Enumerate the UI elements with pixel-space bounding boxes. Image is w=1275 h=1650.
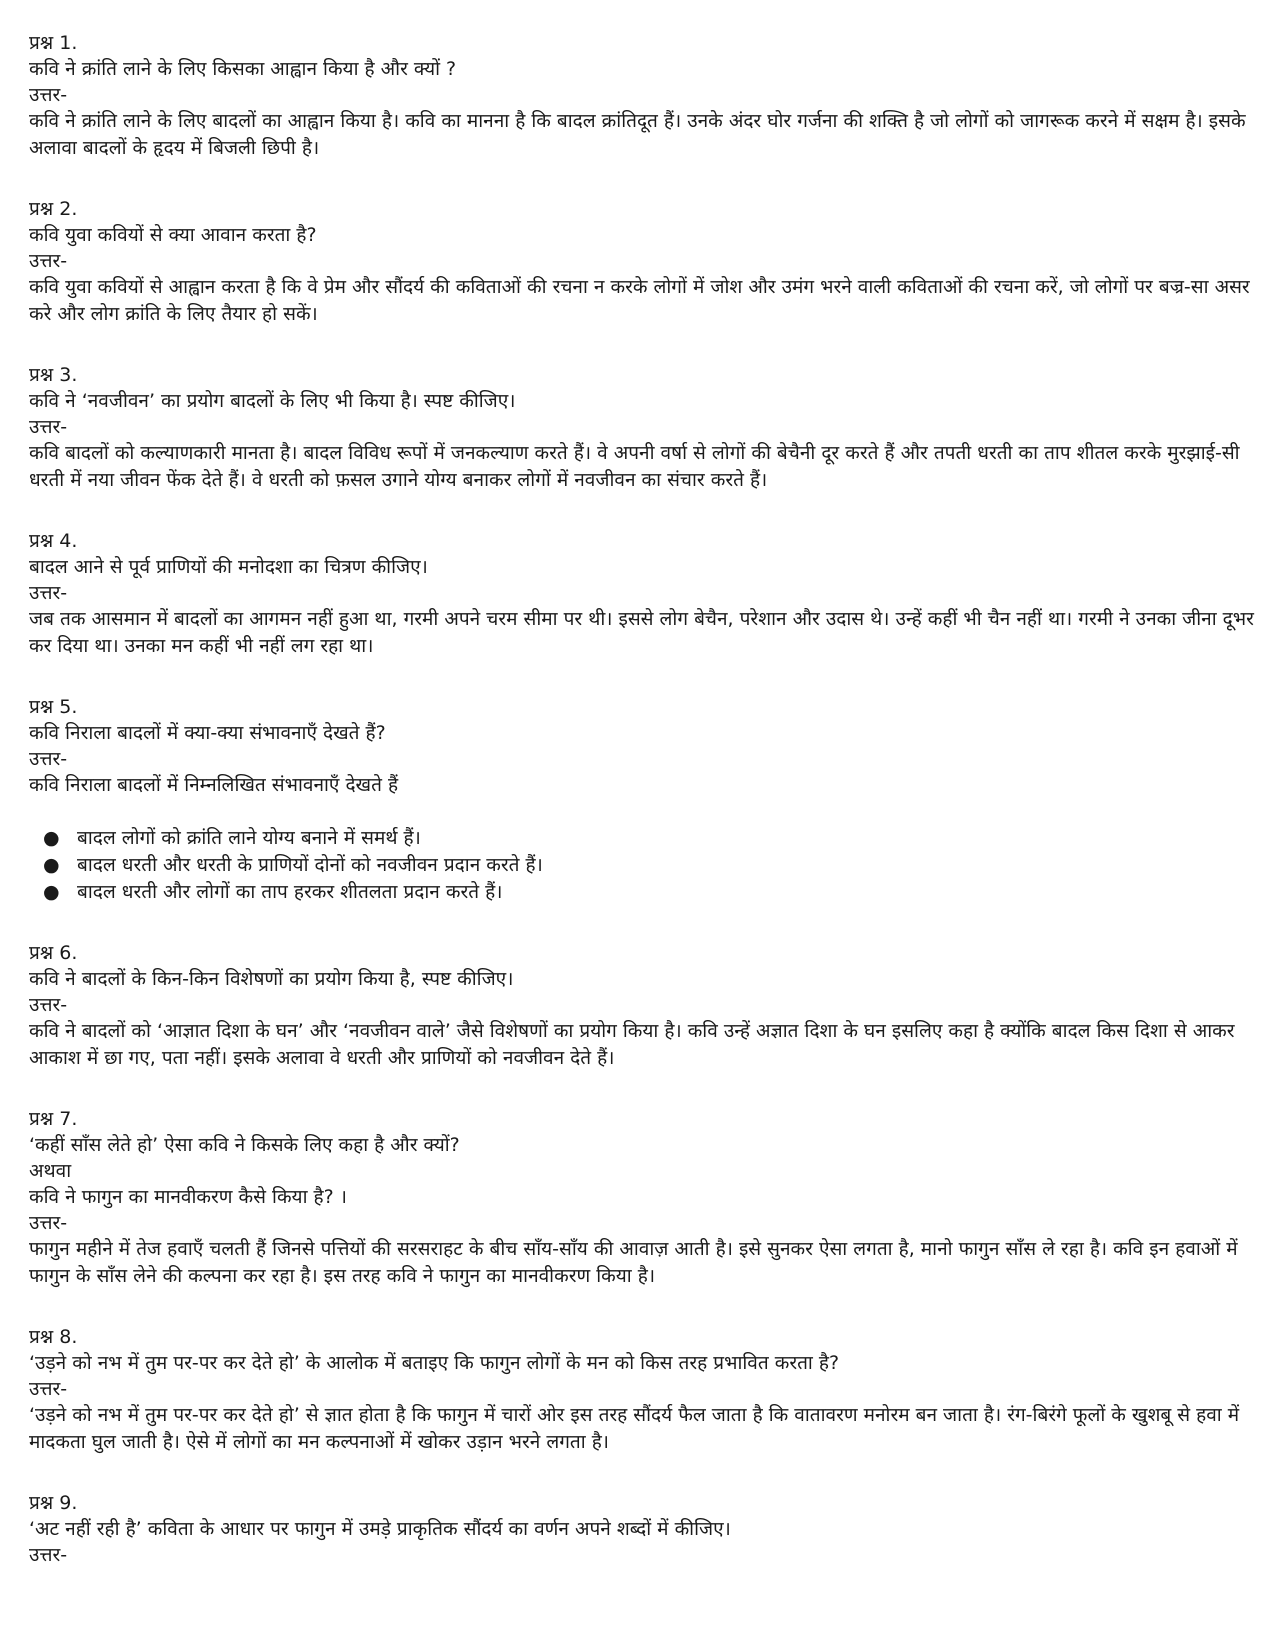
list-item bbox=[43, 825, 1254, 852]
question-number: प्रश्न 8. bbox=[29, 1326, 78, 1348]
answer-label: उत्तर- bbox=[29, 416, 68, 438]
question-text: कवि युवा कवियों से क्या आवान करता है? bbox=[29, 224, 317, 246]
question-text: कवि निराला बादलों में क्या-क्या संभावनाएँ देखते हैं? bbox=[29, 722, 386, 744]
question-block-5 bbox=[29, 694, 1254, 906]
question-block-4 bbox=[29, 528, 1254, 660]
answer-label: उत्तर- bbox=[29, 1378, 68, 1400]
bullet-text: बादल धरती और धरती के प्राणियों दोनों को नवजीवन प्रदान करते हैं। bbox=[77, 854, 543, 876]
question-text: ‘उड़ने को नभ में तुम पर-पर कर देते हो’ के आलोक में बताइए कि फागुन लोगों के मन को किस तरह प्रभावित करता है? bbox=[29, 1352, 840, 1374]
question-block-8 bbox=[29, 1324, 1254, 1456]
answer-text: कवि बादलों को कल्याणकारी मानता है। बादल विविध रूपों में जनकल्याण करते हैं। वे अपनी वर्षा से लोगों की बेचैनी दूर करते हैं और तपती धरती का ताप शीतल करके मुरझाई-सी धरती में नया जीवन फेंक देते हैं। वे धरती को फ़सल उगाने योग्य बनाकर लोगों में नवजीवन का संचार करते हैं। bbox=[29, 442, 1240, 491]
question-number: प्रश्न 5. bbox=[29, 696, 78, 718]
question-block-7 bbox=[29, 1106, 1254, 1290]
question-block-9 bbox=[29, 1490, 1254, 1568]
bullet-icon: ● bbox=[43, 827, 60, 849]
question-text: कवि ने क्रांति लाने के लिए किसका आह्वान किया है और क्यों ? bbox=[29, 58, 457, 80]
question-number: प्रश्न 9. bbox=[29, 1492, 78, 1514]
question-number: प्रश्न 6. bbox=[29, 942, 78, 964]
bullet-icon: ● bbox=[43, 881, 60, 903]
question-block-6 bbox=[29, 940, 1254, 1072]
bullet-icon: ● bbox=[43, 854, 60, 876]
question-text: ‘कहीं साँस लेते हो’ ऐसा कवि ने किसके लिए कहा है और क्यों? bbox=[29, 1134, 460, 1156]
question-number: प्रश्न 2. bbox=[29, 198, 78, 220]
question-text: बादल आने से पूर्व प्राणियों की मनोदशा का चित्रण कीजिए। bbox=[29, 556, 428, 578]
question-block-3 bbox=[29, 362, 1254, 494]
answer-label: उत्तर- bbox=[29, 994, 68, 1016]
answer-label: उत्तर- bbox=[29, 748, 68, 770]
answer-label: उत्तर- bbox=[29, 1212, 68, 1234]
question-block-2 bbox=[29, 196, 1254, 328]
answer-text: फागुन महीने में तेज हवाएँ चलती हैं जिनसे पत्तियों की सरसराहट के बीच साँय-साँय की आवाज़ आती है। इसे सुनकर ऐसा लगता है, मानो फागुन साँस ले रहा है। कवि इन हवाओं में फागुन के साँस लेने की कल्पना कर रहा है। इस तरह कवि ने फागुन का मानवीकरण किया है। bbox=[29, 1238, 1238, 1287]
question-text: ‘अट नहीं रही है’ कविता के आधार पर फागुन में उमड़े प्राकृतिक सौंदर्य का वर्णन अपने शब्दों में कीजिए। bbox=[29, 1518, 731, 1540]
answer-label: उत्तर- bbox=[29, 1544, 68, 1566]
answer-text: कवि ने क्रांति लाने के लिए बादलों का आह्वान किया है। कवि का मानना है कि बादल क्रांतिदूत हैं। उनके अंदर घोर गर्जना की शक्ति है जो लोगों को जागरूक करने में सक्षम है। इसके अलावा बादलों के हृदय में बिजली छिपी है। bbox=[29, 110, 1246, 159]
bullet-text: बादल लोगों को क्रांति लाने योग्य बनाने में समर्थ हैं। bbox=[77, 827, 421, 849]
question-number: प्रश्न 1. bbox=[29, 32, 78, 54]
question-block-1 bbox=[29, 30, 1254, 162]
question-number: प्रश्न 7. bbox=[29, 1108, 78, 1130]
answer-text: कवि ने बादलों को ‘आज्ञात दिशा के घन’ और ‘नवजीवन वाले’ जैसे विशेषणों का प्रयोग किया है। कवि उन्हें अज्ञात दिशा के घन इसलिए कहा है क्योंकि बादल किस दिशा से आकर आकाश में छा गए, पता नहीं। इसके अलावा वे धरती और प्राणियों को नवजीवन देते हैं। bbox=[29, 1020, 1235, 1069]
answer-text: जब तक आसमान में बादलों का आगमन नहीं हुआ था, गरमी अपने चरम सीमा पर थी। इससे लोग बेचैन, परेशान और उदास थे। उन्हें कहीं भी चैन नहीं था। गरमी ने उनका जीना दूभर कर दिया था। उनका मन कहीं भी नहीं लग रहा था। bbox=[29, 608, 1254, 657]
answer-bullet-list bbox=[29, 825, 1254, 906]
question-text: कवि ने बादलों के किन-किन विशेषणों का प्रयोग किया है, स्पष्ट कीजिए। bbox=[29, 968, 514, 990]
question-number: प्रश्न 4. bbox=[29, 530, 78, 552]
answer-label: उत्तर- bbox=[29, 84, 68, 106]
question-text: कवि ने ‘नवजीवन’ का प्रयोग बादलों के लिए भी किया है। स्पष्ट कीजिए। bbox=[29, 390, 516, 412]
bullet-text: बादल धरती और लोगों का ताप हरकर शीतलता प्रदान करते हैं। bbox=[77, 881, 503, 903]
question-number: प्रश्न 3. bbox=[29, 364, 78, 386]
answer-text: कवि निराला बादलों में निम्नलिखित संभावनाएँ देखते हैं bbox=[29, 774, 399, 796]
document-body bbox=[29, 30, 1254, 1602]
answer-label: उत्तर- bbox=[29, 250, 68, 272]
answer-text: कवि युवा कवियों से आह्वान करता है कि वे प्रेम और सौंदर्य की कविताओं की रचना न करके लोगों में जोश और उमंग भरने वाली कविताओं की रचना करें, जो लोगों पर बज्र-सा असर करे और लोग क्रांति के लिए तैयार हो सकें। bbox=[29, 276, 1250, 325]
question-alternative-label: अथवा bbox=[29, 1160, 72, 1182]
answer-label: उत्तर- bbox=[29, 582, 68, 604]
list-item bbox=[43, 852, 1254, 879]
list-item bbox=[43, 879, 1254, 906]
answer-text: ‘उड़ने को नभ में तुम पर-पर कर देते हो’ से ज्ञात होता है कि फागुन में चारों ओर इस तरह सौंदर्य फैल जाता है कि वातावरण मनोरम बन जाता है। रंग-बिरंगे फूलों के खुशबू से हवा में मादकता घुल जाती है। ऐसे में लोगों का मन कल्पनाओं में खोकर उड़ान भरने लगता है। bbox=[29, 1404, 1240, 1453]
question-text-alternative: कवि ने फागुन का मानवीकरण कैसे किया है? । bbox=[29, 1186, 347, 1208]
